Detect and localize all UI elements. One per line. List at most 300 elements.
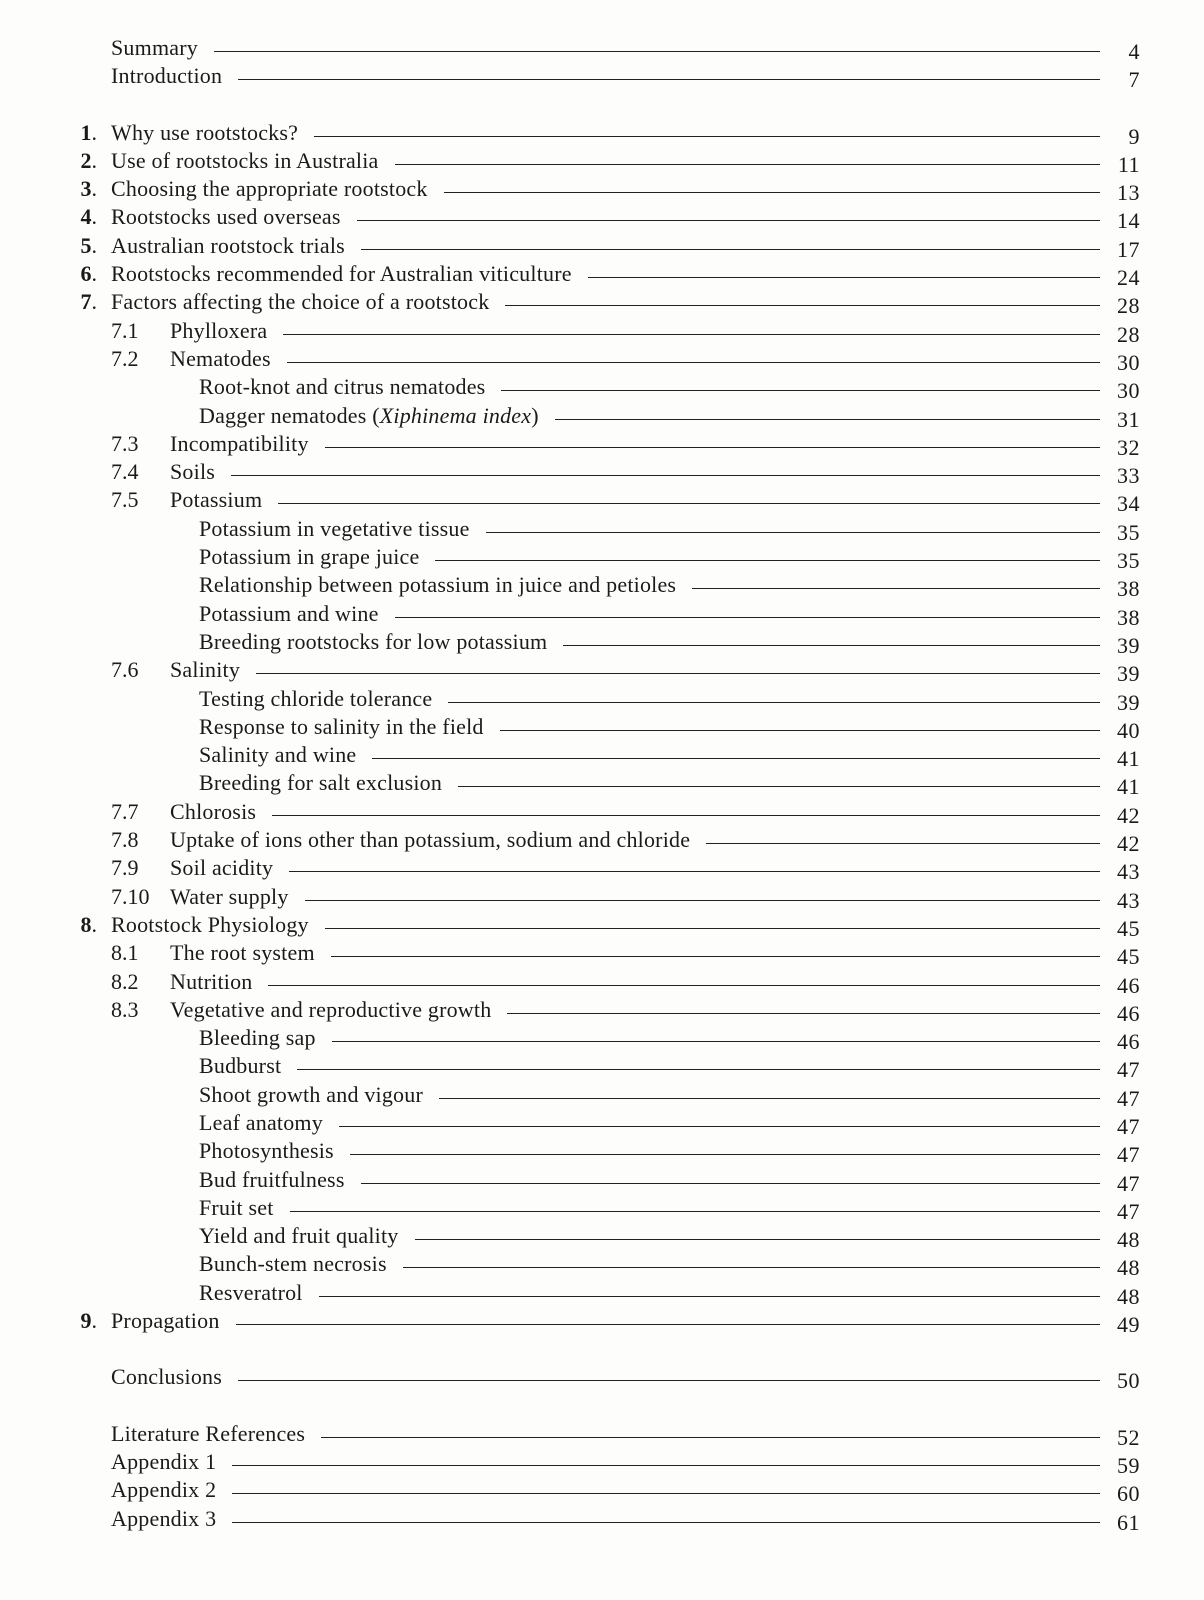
toc-entry-line [170, 883, 1100, 911]
section-number: 8.2 [111, 968, 139, 994]
toc-entry-title-text: The root system [170, 940, 315, 966]
toc-entry-line [199, 713, 1100, 741]
toc-entry[interactable] [0, 628, 1204, 656]
toc-entry-line [199, 1194, 1100, 1222]
leader-line [444, 192, 1100, 193]
toc-entry-title-text: Nematodes [170, 345, 271, 371]
chapter-number-digit: 8 [80, 911, 92, 937]
toc-entry-title [170, 968, 268, 996]
toc-entry-line [111, 62, 1100, 90]
toc-entry[interactable] [0, 1081, 1204, 1109]
toc-entry-title-text: Bunch-stem necrosis [199, 1251, 387, 1277]
page-number: 24 [1117, 265, 1140, 291]
toc-entry[interactable] [0, 486, 1204, 517]
leader-line [238, 1380, 1100, 1381]
toc-entry[interactable] [0, 62, 1204, 93]
toc-entry-title [170, 345, 287, 373]
toc-entry-title [111, 232, 361, 260]
page-number: 28 [1117, 293, 1140, 319]
toc-entry-title [111, 119, 314, 147]
toc-entry-title-text: Photosynthesis [199, 1138, 334, 1164]
leader-line [232, 1522, 1100, 1523]
toc-entry-title-text: Bleeding sap [199, 1025, 316, 1051]
page-number: 42 [1117, 831, 1140, 857]
page-number: 39 [1117, 632, 1140, 658]
toc-entry[interactable] [0, 826, 1204, 857]
toc-entry-line [111, 175, 1100, 203]
toc-entry[interactable] [0, 571, 1204, 602]
page-number: 13 [1117, 180, 1140, 206]
toc-entry[interactable] [0, 656, 1204, 687]
chapter-number [60, 911, 97, 939]
toc-entry[interactable] [0, 968, 1204, 996]
toc-entry-title-text: Potassium [170, 487, 263, 513]
toc-entry-title [111, 1307, 236, 1335]
section-number: 7.8 [111, 827, 139, 853]
page-number: 30 [1117, 378, 1140, 404]
section-number: 8.1 [111, 940, 139, 966]
toc-entry-title [111, 62, 238, 90]
toc-entry-line [170, 345, 1100, 373]
toc-entry-title [111, 175, 444, 203]
toc-entry[interactable] [0, 798, 1204, 826]
toc-entry[interactable] [0, 1166, 1204, 1194]
toc-entry-line [170, 854, 1100, 882]
toc-entry-title [111, 260, 588, 288]
toc-entry-title-text: Relationship between potassium in juice and petioles [199, 572, 677, 598]
page-number: 47 [1117, 1170, 1140, 1196]
toc-entry-line [199, 685, 1100, 713]
chapter-number-digit: 2 [80, 147, 92, 173]
leader-line [314, 136, 1100, 137]
toc-entry-title-text: Soil acidity [170, 855, 274, 881]
toc-entry-title-text: Choosing the appropriate rootstock [111, 176, 428, 202]
toc-entry-title [199, 713, 500, 741]
section-number: 7.5 [111, 487, 139, 513]
toc-entry-title-text: Conclusions [111, 1364, 222, 1390]
toc-entry-title [199, 1166, 361, 1194]
page-number: 39 [1117, 661, 1140, 687]
toc-entry-title-text: Potassium in grape juice [199, 544, 420, 570]
toc-entry[interactable] [0, 1448, 1204, 1476]
toc-entry-title-text: Appendix 2 [111, 1477, 217, 1503]
page-number: 41 [1117, 774, 1140, 800]
toc-entry-title [170, 430, 325, 458]
toc-entry-title-italic: Xiphinema index [379, 402, 532, 428]
toc-entry-title [111, 1505, 232, 1533]
toc-entry-line [111, 288, 1100, 316]
leader-line [289, 871, 1100, 872]
chapter-number [60, 175, 97, 203]
toc-entry-title [111, 1448, 232, 1476]
toc-entry-title-text: Potassium and wine [199, 600, 379, 626]
page-number: 48 [1117, 1227, 1140, 1253]
toc-entry[interactable] [0, 317, 1204, 345]
toc-entry-title-text: Leaf anatomy [199, 1109, 323, 1135]
toc-entry[interactable] [0, 939, 1204, 970]
toc-entry-title-text: Australian rootstock trials [111, 232, 345, 258]
toc-entry[interactable] [0, 600, 1204, 628]
toc-entry-title [170, 883, 305, 911]
toc-entry-title [199, 1109, 339, 1137]
leader-line [395, 164, 1100, 165]
chapter-number-period: . [91, 232, 97, 258]
toc-entry-line [111, 119, 1100, 147]
toc-entry-line [199, 1279, 1100, 1307]
toc-entry-title-text: Testing chloride tolerance [199, 685, 433, 711]
page-number: 31 [1117, 406, 1140, 432]
toc-entry[interactable] [0, 458, 1204, 489]
toc-entry-title-text: Root-knot and citrus nematodes [199, 374, 486, 400]
chapter-number-period: . [91, 1308, 97, 1334]
toc-entry-title [199, 1052, 297, 1080]
leader-line [232, 1465, 1100, 1466]
leader-line [297, 1069, 1100, 1070]
toc-entry[interactable] [0, 1307, 1204, 1338]
toc-entry-title [111, 147, 395, 175]
toc-entry-title [111, 911, 325, 939]
chapter-number-period: . [91, 204, 97, 230]
toc-entry-title [170, 826, 706, 854]
toc-entry[interactable] [0, 1420, 1204, 1448]
toc-entry-title [199, 628, 563, 656]
toc-entry-title-text: Bud fruitfulness [199, 1166, 345, 1192]
toc-entry-title-text: Propagation [111, 1308, 220, 1334]
toc-entry-title [170, 854, 289, 882]
toc-entry[interactable] [0, 288, 1204, 319]
toc-entry-title-text: Nutrition [170, 968, 253, 994]
toc-entry-title [170, 798, 272, 826]
toc-entry-line [199, 543, 1100, 571]
leader-line [415, 1239, 1100, 1240]
leader-line [448, 702, 1100, 703]
page-number: 28 [1117, 321, 1140, 347]
leader-line [238, 79, 1100, 80]
toc-entry[interactable] [0, 741, 1204, 772]
page-number: 47 [1117, 1057, 1140, 1083]
toc-entry-title [199, 1194, 290, 1222]
toc-entry-title [111, 1363, 238, 1391]
toc-entry-line [199, 515, 1100, 543]
toc-entry-title-text: Resveratrol [199, 1279, 303, 1305]
chapter-number-digit: 6 [80, 261, 92, 287]
toc-entry-title-text: Water supply [170, 883, 289, 909]
toc-entry-line [199, 1109, 1100, 1137]
toc-entry[interactable] [0, 543, 1204, 574]
page-number: 30 [1117, 349, 1140, 375]
page-number: 7 [1128, 67, 1140, 93]
page-number: 52 [1117, 1424, 1140, 1450]
page-number: 40 [1117, 717, 1140, 743]
toc-entry-line [199, 741, 1100, 769]
chapter-number-period: . [91, 911, 97, 937]
page-number: 4 [1128, 39, 1140, 64]
toc-entry[interactable] [0, 883, 1204, 911]
section-number: 7.1 [111, 317, 139, 343]
page-number: 46 [1117, 972, 1140, 998]
chapter-number-digit: 7 [80, 289, 92, 315]
chapter-number-digit: 3 [80, 176, 92, 202]
toc-entry[interactable] [0, 232, 1204, 260]
page-number: 42 [1117, 802, 1140, 828]
toc-entry-title-text: Salinity [170, 657, 241, 683]
toc-entry-line [111, 34, 1100, 62]
toc-entry-title [199, 1279, 319, 1307]
toc-entry-line [170, 458, 1100, 486]
toc-entry-title-text: Yield and fruit quality [199, 1223, 399, 1249]
toc-entry-title [199, 571, 692, 599]
toc-entry-line [170, 486, 1100, 514]
toc-entry-title-text: Literature References [111, 1420, 306, 1446]
toc-entry-line [111, 1448, 1100, 1476]
toc-entry-line [199, 1137, 1100, 1165]
leader-line [332, 1041, 1100, 1042]
chapter-number-digit: 1 [80, 119, 92, 145]
page-number: 11 [1117, 151, 1140, 177]
toc-entry-title [199, 769, 458, 797]
toc-entry-title-text: Dagger nematodes ( [199, 402, 380, 428]
leader-line [339, 1126, 1100, 1127]
toc-entry[interactable] [0, 911, 1204, 939]
leader-line [486, 532, 1100, 533]
toc-entry-title [199, 402, 555, 430]
leader-line [501, 390, 1100, 391]
toc-entry[interactable] [0, 147, 1204, 175]
toc-entry-title-text: Incompatibility [170, 430, 309, 456]
section-number: 8.3 [111, 996, 139, 1022]
toc-entry-title-text: Shoot growth and vigour [199, 1081, 423, 1107]
section-number: 7.3 [111, 430, 139, 456]
toc-entry[interactable] [0, 1363, 1204, 1394]
toc-entry[interactable] [0, 260, 1204, 291]
toc-entry-title [199, 1137, 350, 1165]
toc-entry-line [199, 1081, 1100, 1109]
toc-entry-title [111, 1476, 232, 1504]
toc-entry-title [111, 203, 357, 231]
toc-entry-line [111, 1307, 1100, 1335]
toc-entry[interactable] [0, 1222, 1204, 1253]
toc-entry-title [199, 1024, 332, 1052]
toc-entry-title [170, 317, 283, 345]
toc-entry-line [170, 968, 1100, 996]
page-number: 47 [1117, 1085, 1140, 1111]
toc-entry-line [111, 911, 1100, 939]
toc-entry-title-suffix: ) [531, 402, 539, 428]
leader-line [321, 1437, 1100, 1438]
chapter-number-digit: 9 [80, 1308, 92, 1334]
leader-line [706, 843, 1100, 844]
toc-entry-line [170, 996, 1100, 1024]
toc-entry-title-text: Rootstock Physiology [111, 911, 309, 937]
toc-entry[interactable] [0, 203, 1204, 234]
leader-line [372, 758, 1100, 759]
toc-entry-line [199, 628, 1100, 656]
page-number: 46 [1117, 1029, 1140, 1055]
toc-entry-title [199, 515, 486, 543]
toc-entry-title [170, 656, 256, 684]
toc-entry-line [170, 826, 1100, 854]
chapter-number [60, 203, 97, 231]
page-number: 47 [1117, 1113, 1140, 1139]
toc-entry[interactable] [0, 34, 1204, 62]
toc-entry-title-text: Breeding rootstocks for low potassium [199, 628, 548, 654]
chapter-number [60, 1307, 97, 1335]
section-number: 7.4 [111, 459, 139, 485]
toc-entry-title-text: Summary [111, 35, 198, 60]
toc-entry-line [199, 1024, 1100, 1052]
toc-entry[interactable] [0, 996, 1204, 1024]
leader-line [395, 617, 1100, 618]
toc-entry[interactable] [0, 175, 1204, 206]
page-number: 59 [1117, 1452, 1140, 1478]
toc-entry-line [170, 798, 1100, 826]
page-number: 45 [1117, 915, 1140, 941]
toc-entry[interactable] [0, 430, 1204, 458]
section-number: 7.2 [111, 345, 139, 371]
toc-entry-line [199, 373, 1100, 401]
leader-line [231, 475, 1100, 476]
toc-entry[interactable] [0, 515, 1204, 543]
page-number: 38 [1117, 576, 1140, 602]
toc-entry-title-text: Appendix 1 [111, 1448, 217, 1474]
chapter-number-period: . [91, 119, 97, 145]
toc-entry-line [199, 402, 1100, 430]
leader-line [357, 220, 1100, 221]
chapter-number [60, 147, 97, 175]
leader-line [588, 277, 1100, 278]
toc-entry-line [111, 1420, 1100, 1448]
leader-line [319, 1296, 1100, 1297]
toc-entry-line [199, 1052, 1100, 1080]
page-number: 39 [1117, 689, 1140, 715]
page-number: 61 [1117, 1509, 1140, 1535]
page-number: 17 [1117, 236, 1140, 262]
toc-entry-title-text: Soils [170, 459, 216, 485]
leader-line [272, 815, 1100, 816]
toc-entry-line [111, 1363, 1100, 1391]
chapter-number [60, 260, 97, 288]
section-number: 7.9 [111, 855, 139, 881]
leader-line [361, 249, 1100, 250]
leader-line [439, 1098, 1100, 1099]
toc-entry-title-text: Salinity and wine [199, 742, 357, 768]
toc-entry-title-text: Response to salinity in the field [199, 713, 484, 739]
page-number: 14 [1117, 208, 1140, 234]
toc-entry[interactable] [0, 713, 1204, 741]
page-number: 43 [1117, 887, 1140, 913]
chapter-number [60, 288, 97, 316]
toc-entry[interactable] [0, 1109, 1204, 1137]
toc-entry-title-text: Appendix 3 [111, 1505, 217, 1531]
toc-entry-title-text: Factors affecting the choice of a rootstock [111, 289, 490, 315]
toc-entry[interactable] [0, 1476, 1204, 1507]
leader-line [214, 51, 1100, 52]
section-number: 7.10 [111, 883, 150, 909]
section-number: 7.6 [111, 657, 139, 683]
toc-entry-line [111, 260, 1100, 288]
toc-entry-title-text: Potassium in vegetative tissue [199, 515, 470, 541]
toc-entry-title-text: Chlorosis [170, 798, 257, 824]
page-number: 50 [1117, 1368, 1140, 1394]
toc-entry-line [199, 1250, 1100, 1278]
toc-entry-title [199, 543, 435, 571]
chapter-number-digit: 5 [80, 232, 92, 258]
toc-entry-title [199, 1081, 439, 1109]
leader-line [256, 673, 1100, 674]
toc-entry-line [111, 232, 1100, 260]
leader-line [287, 362, 1100, 363]
leader-line [507, 1013, 1100, 1014]
leader-line [555, 419, 1100, 420]
toc-entry-line [170, 430, 1100, 458]
page-number: 32 [1117, 434, 1140, 460]
toc-entry-title [199, 1222, 415, 1250]
leader-line [403, 1267, 1100, 1268]
toc-entry[interactable] [0, 769, 1204, 800]
toc-entry-title-text: Why use rootstocks? [111, 119, 299, 145]
toc-entry[interactable] [0, 373, 1204, 404]
toc-entry-title [199, 741, 372, 769]
toc-entry[interactable] [0, 1052, 1204, 1083]
page-number: 45 [1117, 944, 1140, 970]
toc-entry[interactable] [0, 119, 1204, 147]
page-number: 47 [1117, 1198, 1140, 1224]
leader-line [435, 560, 1100, 561]
toc-entry[interactable] [0, 1279, 1204, 1307]
page-number: 35 [1117, 519, 1140, 545]
toc-entry-line [199, 769, 1100, 797]
page-number: 47 [1117, 1142, 1140, 1168]
page-number: 49 [1117, 1312, 1140, 1338]
leader-line [563, 645, 1100, 646]
toc-entry-title [199, 600, 395, 628]
toc-entry[interactable] [0, 1137, 1204, 1168]
toc-entry[interactable] [0, 1250, 1204, 1281]
leader-line [692, 588, 1100, 589]
toc-entry-line [199, 1166, 1100, 1194]
leader-line [278, 503, 1100, 504]
page-number: 41 [1117, 746, 1140, 772]
toc-entry-title [170, 939, 331, 967]
toc-entry-line [199, 600, 1100, 628]
toc-entry-line [199, 571, 1100, 599]
toc-entry-title-text: Use of rootstocks in Australia [111, 147, 379, 173]
leader-line [268, 985, 1100, 986]
table-of-contents [0, 34, 1204, 1533]
toc-entry-title [111, 1420, 321, 1448]
page-number: 35 [1117, 548, 1140, 574]
toc-entry-line [170, 939, 1100, 967]
leader-line [290, 1211, 1100, 1212]
toc-entry-line [111, 147, 1100, 175]
leader-line [500, 730, 1100, 731]
toc-entry-title [170, 996, 507, 1024]
toc-entry[interactable] [0, 402, 1204, 430]
toc-entry[interactable] [0, 1024, 1204, 1055]
toc-entry[interactable] [0, 685, 1204, 713]
toc-entry[interactable] [0, 854, 1204, 885]
toc-entry[interactable] [0, 1505, 1204, 1533]
toc-entry[interactable] [0, 1194, 1204, 1222]
toc-entry-line [170, 656, 1100, 684]
section-number: 7.7 [111, 798, 139, 824]
toc-entry[interactable] [0, 345, 1204, 373]
toc-entry-line [111, 203, 1100, 231]
toc-entry-title-text: Uptake of ions other than potassium, sodium and chloride [170, 827, 691, 853]
page-number: 43 [1117, 859, 1140, 885]
toc-entry-title [170, 486, 278, 514]
toc-entry-title-text: Budburst [199, 1053, 282, 1079]
